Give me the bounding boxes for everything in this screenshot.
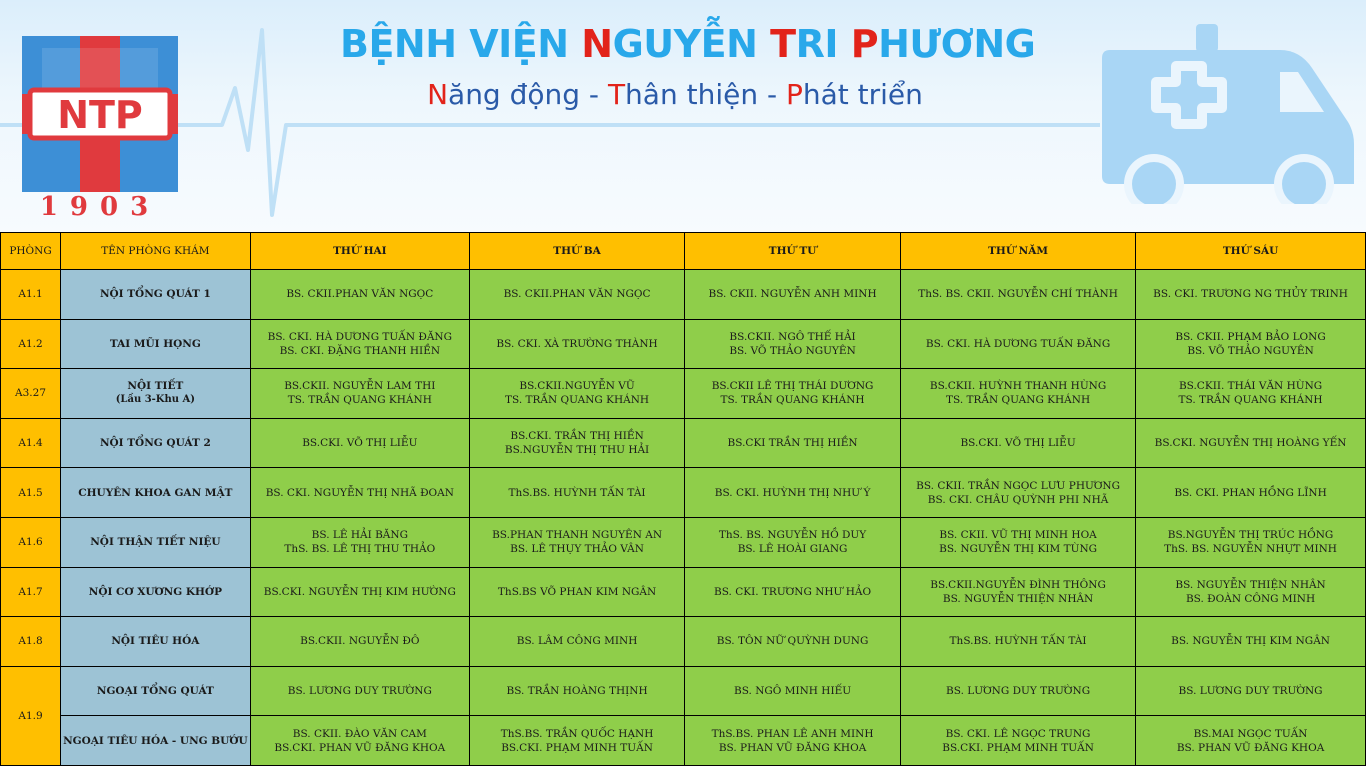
- doctor-name: BS.CKI. NGUYỄN THỊ KIM HƯỜNG: [263, 585, 456, 598]
- doctor-name: BS.CKII. NGÔ THẾ HẢI: [729, 330, 856, 343]
- doctor-cell: [685, 716, 901, 766]
- title-part: RI: [795, 22, 851, 66]
- doctor-cell: [901, 617, 1136, 667]
- doctor-cell: [901, 319, 1136, 369]
- doctor-cell: [685, 418, 901, 468]
- schedule-table: [0, 232, 1366, 766]
- doctor-name: BS. CKI. HÀ DƯƠNG TUẤN ĐĂNG: [267, 330, 453, 343]
- slogan-part: ăng động -: [448, 78, 608, 111]
- table-row: [1, 418, 1366, 468]
- doctor-name: BS. ĐOÀN CÔNG MINH: [1185, 592, 1316, 605]
- doctor-name: ThS.BS VÕ PHAN KIM NGÂN: [497, 585, 657, 598]
- doctor-cell: [1136, 468, 1366, 518]
- doctor-name: BS. NGUYỄN THỊ KIM NGÂN: [1171, 635, 1330, 648]
- clinic-name-cell: [61, 517, 251, 567]
- clinic-name-cell: [61, 270, 251, 320]
- title-part: HƯƠNG: [878, 22, 1036, 66]
- doctor-name: BS. CKII.PHAN VĂN NGỌC: [286, 288, 434, 301]
- doctor-cell: [470, 270, 685, 320]
- doctor-name: BS.CKII.NGUYỄN ĐÌNH THÔNG: [930, 578, 1106, 591]
- clinic-name-cell: [61, 319, 251, 369]
- doctor-cell: [470, 666, 685, 716]
- doctor-name: ThS. BS. NGUYỄN HỒ DUY: [718, 529, 867, 542]
- doctor-name: BS.CKI. PHAN VŨ ĐĂNG KHOA: [274, 741, 446, 754]
- slogan-part: hân thiện -: [625, 78, 786, 111]
- doctor-cell: [685, 270, 901, 320]
- doctor-cell: [1136, 517, 1366, 567]
- hospital-banner: [0, 0, 1366, 232]
- doctor-cell: [250, 270, 469, 320]
- doctor-name: TS. TRẦN QUANG KHÁNH: [287, 394, 432, 407]
- doctor-name: BS. NGÔ MINH HIẾU: [733, 685, 852, 698]
- room-cell: A3.27: [1, 369, 61, 419]
- doctor-name: BS.CKII. HUỲNH THANH HÙNG: [929, 380, 1107, 393]
- table-row: [1, 369, 1366, 419]
- title-part: T: [770, 22, 796, 66]
- doctor-name: BS.MAI NGỌC TUẤN: [1193, 727, 1308, 740]
- doctor-name: BS. CKII. NGUYỄN ANH MINH: [708, 288, 877, 301]
- doctor-name: TS. TRẦN QUANG KHÁNH: [720, 394, 865, 407]
- doctor-cell: [901, 716, 1136, 766]
- title-part: P: [850, 22, 879, 66]
- doctor-cell: [250, 418, 469, 468]
- doctor-name: BS. CKII. VŨ THỊ MINH HOA: [939, 529, 1097, 542]
- doctor-name: BS. CKI. NGUYỄN THỊ NHÃ ĐOAN: [265, 486, 454, 499]
- room-cell: A1.7: [1, 567, 61, 617]
- doctor-cell: [1136, 567, 1366, 617]
- clinic-name-cell: [61, 418, 251, 468]
- table-row: [1, 270, 1366, 320]
- header-friday: THỨ SÁU: [1136, 233, 1366, 270]
- clinic-name-line: CHUYÊN KHOA GAN MẬT: [78, 486, 233, 499]
- room-cell: A1.8: [1, 617, 61, 667]
- clinic-name-cell: [61, 716, 251, 766]
- doctor-cell: [1136, 418, 1366, 468]
- room-cell: A1.5: [1, 468, 61, 518]
- doctor-name: BS.PHAN THANH NGUYÊN AN: [492, 529, 663, 542]
- doctor-name: ThS. BS. LÊ THỊ THU THẢO: [284, 543, 436, 556]
- doctor-cell: [685, 567, 901, 617]
- table-row: [1, 716, 1366, 766]
- doctor-cell: [1136, 270, 1366, 320]
- doctor-name: BS.CKI. NGUYỄN THỊ HOÀNG YẾN: [1154, 437, 1347, 450]
- clinic-name-line: NỘI TỔNG QUÁT 1: [99, 288, 211, 301]
- doctor-cell: [470, 567, 685, 617]
- table-row: [1, 517, 1366, 567]
- table-row: [1, 567, 1366, 617]
- doctor-name: ThS.BS. HUỲNH TẤN TÀI: [508, 486, 646, 499]
- doctor-cell: [901, 517, 1136, 567]
- doctor-cell: [250, 319, 469, 369]
- doctor-cell: [470, 517, 685, 567]
- clinic-name-line: NGOẠI TIÊU HÓA - UNG BƯỚU: [63, 734, 248, 747]
- doctor-name: BS. LÊ THỤY THẢO VÂN: [510, 543, 644, 556]
- ambulance-icon: [1100, 24, 1356, 204]
- doctor-name: BS. VÕ THẢO NGUYÊN: [1187, 344, 1314, 357]
- doctor-cell: [685, 369, 901, 419]
- slogan-part: P: [785, 78, 803, 111]
- doctor-cell: [1136, 716, 1366, 766]
- doctor-name: BS. NGUYỄN THIỆN NHÂN: [942, 592, 1094, 605]
- doctor-cell: [470, 617, 685, 667]
- doctor-name: BS. LÊ HOÀI GIANG: [737, 543, 848, 556]
- doctor-name: BS. CKI. LÊ NGỌC TRUNG: [945, 727, 1091, 740]
- doctor-cell: [250, 468, 469, 518]
- doctor-cell: [685, 666, 901, 716]
- header-tuesday: THỨ BA: [470, 233, 685, 270]
- doctor-cell: [250, 369, 469, 419]
- doctor-name: BS.CKII. NGUYỄN LAM THI: [284, 380, 436, 393]
- doctor-cell: [470, 319, 685, 369]
- room-cell: A1.1: [1, 270, 61, 320]
- doctor-name: ThS. BS. CKII. NGUYỄN CHÍ THÀNH: [918, 288, 1118, 301]
- doctor-name: BS.CKI TRẦN THỊ HIỀN: [727, 437, 858, 450]
- clinic-name-line: NỘI TIẾT: [127, 380, 184, 393]
- doctor-cell: [685, 319, 901, 369]
- doctor-name: ThS. BS. NGUYỄN NHỰT MINH: [1164, 543, 1337, 556]
- clinic-name-line: (Lầu 3-Khu A): [115, 394, 196, 406]
- slogan-part: hát triển: [802, 78, 923, 111]
- doctor-name: BS. LÊ HẢI BĂNG: [311, 529, 408, 542]
- doctor-name: BS. LÂM CÔNG MINH: [516, 635, 638, 648]
- doctor-cell: [1136, 319, 1366, 369]
- doctor-cell: [901, 369, 1136, 419]
- doctor-name: ThS.BS. TRẦN QUỐC HẠNH: [500, 727, 654, 740]
- doctor-cell: [1136, 617, 1366, 667]
- title-part: N: [581, 22, 613, 66]
- doctor-name: BS. PHAN VŨ ĐĂNG KHOA: [718, 741, 867, 754]
- doctor-name: BS.CKI. TRẦN THỊ HIỀN: [510, 430, 644, 443]
- doctor-name: BS.CKII. NGUYỄN ĐÔ: [300, 635, 420, 648]
- doctor-cell: [250, 617, 469, 667]
- doctor-name: BS.CKI. VÕ THỊ LIỄU: [302, 437, 418, 450]
- header-room: PHÒNG: [1, 233, 61, 270]
- doctor-name: BS. CKI. TRƯƠNG NG THỦY TRINH: [1153, 288, 1348, 301]
- doctor-cell: [901, 567, 1136, 617]
- doctor-name: BS. VÕ THẢO NGUYÊN: [729, 344, 856, 357]
- doctor-name: BS. CKI. TRƯƠNG NHƯ HẢO: [714, 585, 872, 598]
- doctor-name: BS.CKII.NGUYỄN VŨ: [519, 380, 635, 393]
- doctor-cell: [470, 369, 685, 419]
- hospital-title: [340, 22, 1036, 66]
- table-row: [1, 319, 1366, 369]
- clinic-name-line: NỘI CƠ XƯƠNG KHỚP: [88, 585, 222, 598]
- doctor-name: BS.CKII LÊ THỊ THÁI DƯƠNG: [711, 380, 874, 393]
- table-row: [1, 468, 1366, 518]
- header-wednesday: THỨ TƯ: [685, 233, 901, 270]
- header-clinic-name: TÊN PHÒNG KHÁM: [61, 233, 251, 270]
- doctor-cell: [685, 468, 901, 518]
- doctor-name: ThS.BS. HUỲNH TẤN TÀI: [949, 635, 1087, 648]
- hospital-slogan: [340, 78, 1010, 111]
- clinic-name-line: NỘI THẬN TIẾT NIỆU: [90, 536, 221, 549]
- slogan-part: T: [607, 78, 626, 111]
- clinic-name-cell: [61, 369, 251, 419]
- title-part: GUYỄN: [612, 22, 771, 66]
- clinic-name-line: NGOẠI TỔNG QUÁT: [96, 685, 214, 698]
- doctor-name: BS. CKI. PHAN HỒNG LĨNH: [1174, 486, 1327, 499]
- doctor-cell: [250, 716, 469, 766]
- doctor-cell: [470, 716, 685, 766]
- doctor-name: ThS.BS. PHAN LÊ ANH MINH: [711, 727, 874, 740]
- doctor-name: BS. TRẦN HOÀNG THỊNH: [506, 685, 648, 698]
- clinic-name-line: TAI MŨI HỌNG: [109, 337, 201, 350]
- clinic-name-cell: [61, 666, 251, 716]
- clinic-name-line: NỘI TỔNG QUÁT 2: [99, 437, 211, 450]
- doctor-cell: [685, 517, 901, 567]
- doctor-name: BS. LƯƠNG DUY TRƯỜNG: [946, 685, 1091, 698]
- doctor-cell: [470, 418, 685, 468]
- doctor-name: BS. CKII. PHẠM BẢO LONG: [1175, 330, 1326, 343]
- doctor-name: BS. CKI. HUỲNH THỊ NHƯ Ý: [714, 486, 871, 499]
- doctor-cell: [901, 270, 1136, 320]
- table-row: [1, 666, 1366, 716]
- doctor-name: BS. CKII. ĐÀO VĂN CAM: [292, 727, 427, 740]
- doctor-name: BS. CKII.PHAN VĂN NGỌC: [503, 288, 651, 301]
- doctor-name: BS.CKI. VÕ THỊ LIỄU: [960, 437, 1076, 450]
- hospital-logo: [22, 36, 178, 192]
- doctor-cell: [685, 617, 901, 667]
- title-part: BỆNH VIỆN: [340, 22, 582, 66]
- header-thursday: THỨ NĂM: [901, 233, 1136, 270]
- doctor-cell: [1136, 369, 1366, 419]
- clinic-name-cell: [61, 567, 251, 617]
- doctor-name: BS.NGUYỄN THỊ THU HẢI: [504, 444, 650, 457]
- doctor-name: BS. CKI. HÀ DƯƠNG TUẤN ĐĂNG: [925, 337, 1111, 350]
- table-header-row: [1, 233, 1366, 270]
- clinic-name-cell: [61, 468, 251, 518]
- doctor-name: BS. NGUYỄN THỊ KIM TÙNG: [939, 543, 1098, 556]
- doctor-name: TS. TRẦN QUANG KHÁNH: [946, 394, 1091, 407]
- doctor-name: TS. TRẦN QUANG KHÁNH: [1178, 394, 1323, 407]
- table-row: [1, 617, 1366, 667]
- room-cell: A1.4: [1, 418, 61, 468]
- header-monday: THỨ HAI: [250, 233, 469, 270]
- doctor-name: BS. CKI. ĐẶNG THANH HIỀN: [279, 344, 441, 357]
- doctor-name: BS.CKII. THÁI VĂN HÙNG: [1178, 380, 1323, 393]
- doctor-name: BS.NGUYỄN THỊ TRÚC HỒNG: [1167, 529, 1334, 542]
- logo-text: NTP: [57, 93, 143, 137]
- doctor-name: BS. CKI. XÀ TRƯỜNG THÀNH: [496, 337, 658, 350]
- doctor-name: BS. TÔN NỮ QUỲNH DUNG: [716, 635, 869, 648]
- doctor-cell: [470, 468, 685, 518]
- doctor-name: BS. NGUYỄN THIỆN NHÂN: [1175, 578, 1326, 591]
- doctor-cell: [250, 567, 469, 617]
- doctor-cell: [901, 666, 1136, 716]
- room-cell: A1.9: [1, 666, 61, 765]
- room-cell: A1.2: [1, 319, 61, 369]
- doctor-name: BS. CKI. CHÂU QUỲNH PHI NHÃ: [927, 493, 1109, 506]
- doctor-name: BS. LƯƠNG DUY TRƯỜNG: [287, 685, 432, 698]
- room-cell: A1.6: [1, 517, 61, 567]
- doctor-name: BS.CKI. PHẠM MINH TUẤN: [942, 741, 1094, 754]
- doctor-name: BS. CKII. TRẦN NGỌC LƯU PHƯƠNG: [916, 479, 1121, 492]
- doctor-cell: [250, 517, 469, 567]
- doctor-cell: [901, 468, 1136, 518]
- doctor-name: TS. TRẦN QUANG KHÁNH: [505, 394, 650, 407]
- slogan-part: N: [427, 78, 449, 111]
- doctor-cell: [250, 666, 469, 716]
- doctor-cell: [901, 418, 1136, 468]
- doctor-name: BS. PHAN VŨ ĐĂNG KHOA: [1176, 741, 1325, 754]
- clinic-name-cell: [61, 617, 251, 667]
- clinic-name-line: NỘI TIÊU HÓA: [111, 635, 200, 648]
- doctor-cell: [1136, 666, 1366, 716]
- doctor-name: BS.CKI. PHẠM MINH TUẤN: [501, 741, 653, 754]
- logo-year: 1903: [39, 192, 161, 222]
- doctor-name: BS. LƯƠNG DUY TRƯỜNG: [1178, 685, 1323, 698]
